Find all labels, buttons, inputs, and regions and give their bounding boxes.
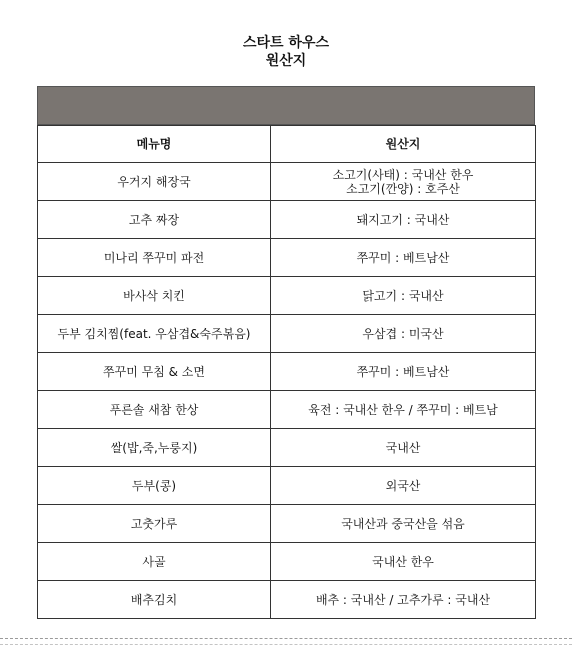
table-row: [38, 201, 536, 239]
origin-line: 국내산과 중국산을 섞음: [341, 516, 465, 531]
origin-cell: [271, 239, 536, 277]
origin-cell: [271, 543, 536, 581]
table-row: [38, 505, 536, 543]
origin-cell: [271, 277, 536, 315]
menu-cell: 고추 짜장: [38, 201, 271, 239]
origin-cell: [271, 581, 536, 619]
origin-cell: [271, 467, 536, 505]
origin-cell: [271, 353, 536, 391]
table-row: [38, 163, 536, 201]
origin-cell: [271, 315, 536, 353]
table-row: [38, 239, 536, 277]
origin-line: 배추 : 국내산 / 고추가루 : 국내산: [315, 592, 491, 607]
origin-line: 쭈꾸미 : 베트남산: [356, 250, 450, 265]
table-row: [38, 581, 536, 619]
origin-cell: [271, 429, 536, 467]
table-header-band: [37, 86, 535, 125]
table-row: [38, 353, 536, 391]
table-row: [38, 429, 536, 467]
origin-line: 국내산 한우: [372, 554, 434, 569]
menu-cell: 쌀(밥,죽,누룽지): [38, 429, 271, 467]
menu-cell: 두부 김치찜(feat. 우삼겹&숙주볶음): [38, 315, 271, 353]
table-body: [38, 163, 536, 619]
origin-line: 우삼겹 : 미국산: [362, 326, 444, 341]
title-line-1: 스타트 하우스: [242, 35, 330, 51]
origin-cell: [271, 201, 536, 239]
origin-line: 소고기(사태) : 국내산 한우: [332, 167, 474, 182]
origin-line: 육전 : 국내산 한우 / 쭈꾸미 : 베트남: [308, 402, 498, 417]
table-row: [38, 543, 536, 581]
table-row: [38, 277, 536, 315]
menu-cell: 미나리 쭈꾸미 파전: [38, 239, 271, 277]
table-row: [38, 467, 536, 505]
table-row: [38, 315, 536, 353]
menu-cell: 푸른솔 새참 한상: [38, 391, 271, 429]
origin-cell: [271, 163, 536, 201]
menu-cell: 배추김치: [38, 581, 271, 619]
menu-cell: 쭈꾸미 무침 & 소면: [38, 353, 271, 391]
menu-cell: 두부(콩): [38, 467, 271, 505]
page-break-divider-secondary: [0, 644, 572, 645]
menu-cell: 우거지 해장국: [38, 163, 271, 201]
origin-line: 쭈꾸미 : 베트남산: [356, 364, 450, 379]
origin-column-header: 원산지: [271, 126, 536, 163]
origin-line: 국내산: [385, 440, 421, 455]
table-row: [38, 391, 536, 429]
origin-line: 닭고기 : 국내산: [362, 288, 444, 303]
origin-line: 돼지고기 : 국내산: [356, 212, 450, 227]
menu-cell: 고춧가루: [38, 505, 271, 543]
origin-line: 외국산: [385, 478, 421, 493]
table-header-row: [38, 126, 536, 163]
origin-table: [37, 125, 536, 619]
page-break-divider: [0, 638, 572, 639]
origin-line: 소고기(깐양) : 호주산: [346, 181, 460, 196]
menu-column-header: 메뉴명: [38, 126, 271, 163]
origin-cell: [271, 505, 536, 543]
origin-cell: [271, 391, 536, 429]
menu-cell: 바사삭 치킨: [38, 277, 271, 315]
title-line-2: 원산지: [265, 53, 307, 69]
page-title: [0, 34, 572, 70]
menu-cell: 사골: [38, 543, 271, 581]
